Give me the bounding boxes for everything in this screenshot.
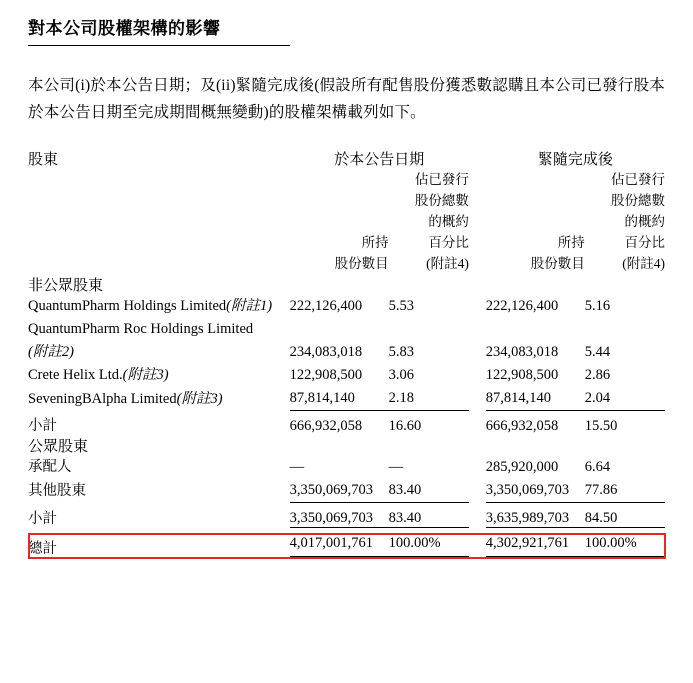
table-row xyxy=(28,341,665,364)
row-shares-completion: 222,126,400 xyxy=(485,298,559,314)
subtotal-shares-completion: 666,932,058 xyxy=(486,411,585,436)
row-name: 其他股東 xyxy=(28,482,86,499)
page-title: 對本公司股權架構的影響 xyxy=(28,19,221,38)
section-label-nonpublic: 非公眾股東 xyxy=(28,278,104,294)
title-underline xyxy=(28,45,290,46)
row-pct-announcement: 3.06 xyxy=(388,367,415,383)
row-shares-announcement: — xyxy=(289,459,305,475)
row-name: Crete Helix Ltd.(附註3) xyxy=(28,367,169,383)
row-pct-completion: 77.86 xyxy=(584,482,618,498)
row-shares-announcement: 3,350,069,703 xyxy=(289,482,374,498)
table-header-group-row xyxy=(28,148,665,169)
row-name: SeveningBAlpha Limited(附註3) xyxy=(28,390,223,407)
row-pct-completion: 5.44 xyxy=(584,344,611,360)
row-pct-completion: 5.16 xyxy=(584,298,611,314)
header-pct-announcement: 佔已發行 股份總數 的概約 百分比 (附註4) xyxy=(414,172,469,271)
subtotal-shares-completion: 3,635,989,703 xyxy=(486,503,585,528)
table-row xyxy=(28,479,665,503)
shareholding-table xyxy=(28,148,665,559)
subtotal-pct-completion: 84.50 xyxy=(585,503,665,528)
header-pct-completion: 佔已發行 股份總數 的概約 百分比 (附註4) xyxy=(611,172,665,271)
row-shares-completion: 234,083,018 xyxy=(485,344,559,360)
row-shares-announcement: 87,814,140 xyxy=(289,390,355,406)
row-pct-announcement: 5.53 xyxy=(388,298,415,314)
total-shares-completion: 4,302,921,761 xyxy=(486,528,585,558)
total-pct-announcement: 100.00% xyxy=(389,528,469,558)
row-name: QuantumPharm Roc Holdings Limited xyxy=(28,321,254,337)
row-name-note: (附註2) xyxy=(28,344,74,360)
subtotal-shares-announcement: 666,932,058 xyxy=(290,411,389,436)
row-shares-announcement: 222,126,400 xyxy=(289,298,363,314)
row-pct-completion: 2.86 xyxy=(584,367,611,383)
row-shares-completion: 87,814,140 xyxy=(485,390,552,406)
row-pct-announcement: 5.83 xyxy=(388,344,415,360)
table-row xyxy=(28,364,665,387)
section-label-row-nonpublic xyxy=(28,274,665,295)
total-shares-announcement: 4,017,001,761 xyxy=(290,528,389,558)
row-shares-announcement: 122,908,500 xyxy=(289,367,363,383)
table-header-sub-row xyxy=(28,169,665,274)
subtotal-label: 小計 xyxy=(28,418,57,434)
subtotal-row-nonpublic xyxy=(28,411,665,436)
subtotal-pct-completion: 15.50 xyxy=(585,411,665,436)
subtotal-pct-announcement: 16.60 xyxy=(389,411,469,436)
table-row-placees xyxy=(28,456,665,479)
row-pct-announcement: 83.40 xyxy=(388,482,422,498)
subtotal-shares-announcement: 3,350,069,703 xyxy=(290,503,389,528)
row-shares-completion: 3,350,069,703 xyxy=(485,482,570,498)
subtotal-label: 小計 xyxy=(28,510,57,527)
total-row xyxy=(28,528,665,558)
subtotal-pct-announcement: 83.40 xyxy=(389,503,469,528)
row-shares-announcement: 234,083,018 xyxy=(289,344,363,360)
table-row xyxy=(28,387,665,411)
subtotal-row-public xyxy=(28,503,665,528)
row-pct-announcement: 2.18 xyxy=(388,390,415,406)
row-pct-completion: 6.64 xyxy=(584,459,611,475)
table-row xyxy=(28,295,665,318)
row-name: QuantumPharm Holdings Limited(附註1) xyxy=(28,298,273,314)
header-shares-completion: 所持 股份數目 xyxy=(530,235,585,271)
row-name: 承配人 xyxy=(28,459,72,475)
header-shareholder: 股東 xyxy=(28,152,59,168)
header-shares-announcement: 所持 股份數目 xyxy=(334,235,389,271)
header-group-announcement: 於本公告日期 xyxy=(334,152,425,168)
total-pct-completion: 100.00% xyxy=(585,528,665,558)
header-group-completion: 緊隨完成後 xyxy=(537,152,613,168)
intro-paragraph: 本公司(i)於本公告日期；及(ii)緊隨完成後(假設所有配售股份獲悉數認購且本公司已發行股本於本公告日期至完成期間概無變動)的股權架構載列如下。 xyxy=(28,77,665,121)
total-label: 總計 xyxy=(28,540,57,557)
row-pct-announcement: — xyxy=(388,459,404,475)
table-row xyxy=(28,318,665,341)
section-label-row-public xyxy=(28,435,665,456)
row-pct-completion: 2.04 xyxy=(584,390,611,406)
row-shares-completion: 285,920,000 xyxy=(485,459,559,475)
section-label-public: 公眾股東 xyxy=(28,439,89,455)
row-shares-completion: 122,908,500 xyxy=(485,367,559,383)
